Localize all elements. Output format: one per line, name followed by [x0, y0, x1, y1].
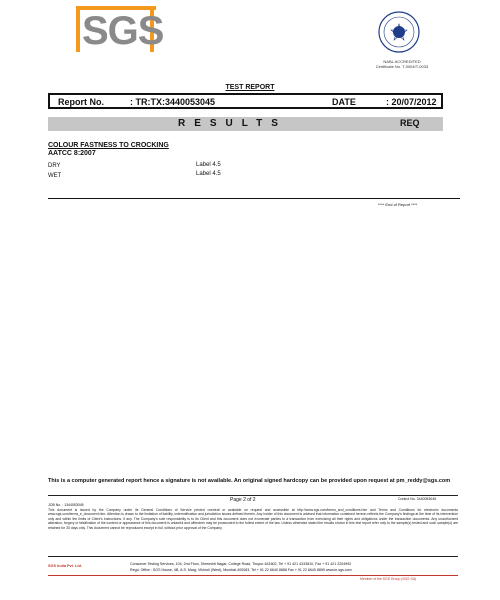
company-address: Consumer Testing Services, 104, 2nd Floor, Shreeshti Nagar, College Road, Tirupur-641602, Tel + 91 421 4333810, Fax + 91 421 2204992 — [130, 562, 352, 566]
results-band — [48, 117, 443, 131]
page-number: Page 2 of 2 — [230, 497, 256, 503]
registered-office-address: Regd. Office : SGS House, 4B, A.S. Marg, Vikhroli (West), Mumbai-400083, Tel + 91 22 6640 8888 Fax + 91 22 6640 8899 www.in.sgs.com — [130, 568, 352, 572]
seal-certificate-number: Certificate No. T-0004/T-0033 — [375, 64, 429, 69]
result-row-label: WET — [48, 173, 62, 179]
result-row-value: Label 4.5 — [196, 171, 221, 177]
result-row-label: DRY — [48, 163, 61, 169]
report-header-box — [48, 93, 443, 109]
job-number: JOB No. : 1344053045 — [48, 503, 84, 507]
result-row-value: Label 4.5 — [196, 162, 221, 168]
report-date-value: : 20/07/2012 — [386, 97, 437, 107]
logo-bracket-left — [76, 6, 80, 52]
company-name: SGS India Pvt. Ltd. — [48, 564, 82, 568]
footer-divider — [48, 556, 458, 557]
end-of-report-text: **** End of Report **** — [378, 202, 418, 207]
test-method: AATCC 8:2007 — [48, 150, 96, 157]
footer-divider — [48, 495, 458, 496]
seal-caption: NABL ACCREDITED — [383, 59, 421, 64]
report-number-value: : TR:TX:3440053045 — [130, 97, 216, 107]
results-heading: RESULTS — [178, 118, 287, 129]
content-divider — [48, 198, 460, 199]
computer-generated-notice: This is a computer generated report hence a signature is not available. An original signed hardcopy can be provided upon request at pm_reddy@sgs.com — [48, 478, 451, 484]
report-number-label: Report No. — [58, 97, 104, 107]
control-number: Control No. 3440053045 — [398, 497, 437, 501]
document-title: TEST REPORT — [225, 84, 275, 91]
report-date-label: DATE — [332, 97, 356, 107]
terms-fine-print: This document is issued by the Company under its General Conditions of Service printed overleaf or available on request and accessible at http://www.sgs.com/terms_and_conditions.htm and Terms and Conditions for electronic documents www.sgs.com/terms_e_document.htm. Attention is drawn to the limitation of liability, indemnification and jurisdiction issues defined therein. Any holder of this document is advised that information contained hereon reflects the Company's findings at the time of its intervention only and within the limits of Client's instructions, if any. The Company's sole responsibility is to its Client and this document does not exonerate parties to a transaction from exercising all their rights and obligations under the transaction documents. Any unauthorized alteration, forgery or falsification of the content or appearance of this document is unlawful and offenders may be prosecuted to the fullest extent of the law. Unless otherwise stated the results shown in this test report refer only to the sample(s) tested and such sample(s) are retained for 30 days only. This document cannot be reproduced except in full, without prior approval of the Company. — [48, 508, 458, 530]
group-membership-text: Member of the SGS Group (SGS SA) — [360, 577, 417, 581]
test-name: COLOUR FASTNESS TO CROCKING — [48, 142, 169, 149]
logo-text: SGS — [82, 9, 164, 53]
requirement-heading: REQ — [400, 118, 420, 128]
accreditation-seal-icon — [371, 8, 427, 58]
footer-accent-rule — [48, 575, 458, 576]
sgs-logo — [76, 6, 164, 53]
